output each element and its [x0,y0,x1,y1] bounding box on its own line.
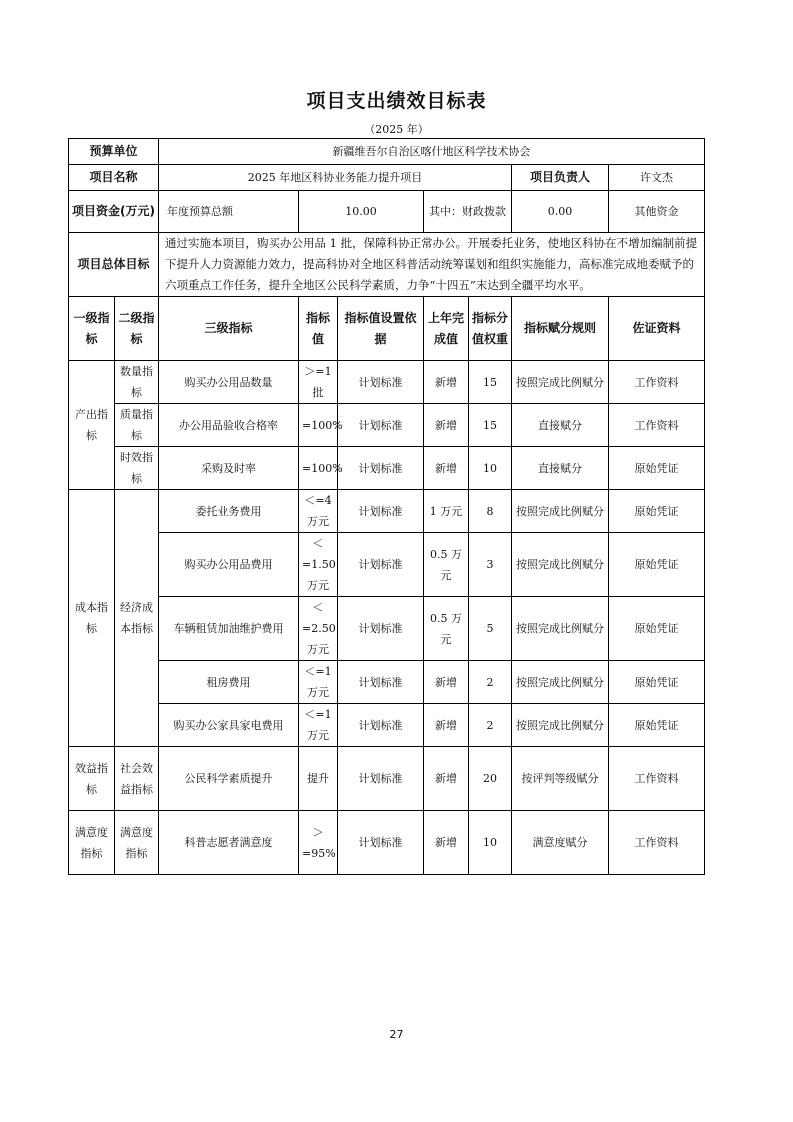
indicator-last: 新增 [424,704,469,747]
header-last-year: 上年完成值 [424,297,469,361]
indicator-rule: 按照完成比例赋分 [512,661,609,704]
fiscal-label: 其中：财政拨款 [424,191,512,233]
indicator-weight: 10 [469,811,512,875]
indicator-value: =100% [299,404,338,447]
indicator-value: ＞=1 批 [299,361,338,404]
indicator-evidence: 原始凭证 [609,597,705,661]
header-rule: 指标赋分规则 [512,297,609,361]
project-name-value: 2025 年地区科协业务能力提升项目 [159,165,512,191]
indicator-basis: 计划标准 [338,361,424,404]
indicator-basis: 计划标准 [338,490,424,533]
group-satisfaction: 满意度指标 [69,811,115,875]
header-basis: 指标值设置依据 [338,297,424,361]
table-row [69,661,705,704]
indicator-basis: 计划标准 [338,661,424,704]
subgroup-social: 社会效益指标 [115,747,159,811]
indicator-last: 新增 [424,361,469,404]
subgroup-quantity: 数量指标 [115,361,159,404]
indicator-rule: 按照完成比例赋分 [512,597,609,661]
indicator-last: 新增 [424,747,469,811]
indicator-basis: 计划标准 [338,533,424,597]
leader-label: 项目负责人 [512,165,609,191]
indicator-basis: 计划标准 [338,597,424,661]
project-name-label: 项目名称 [69,165,159,191]
indicator-name: 采购及时率 [159,447,299,490]
annual-budget-value: 10.00 [299,191,424,233]
indicator-value: ＜=4 万元 [299,490,338,533]
indicator-weight: 15 [469,404,512,447]
header-level3: 三级指标 [159,297,299,361]
table-row [69,597,705,661]
table-row [69,533,705,597]
header-value: 指标值 [299,297,338,361]
indicator-rule: 按照完成比例赋分 [512,490,609,533]
indicator-evidence: 工作资料 [609,404,705,447]
indicator-value: 提升 [299,747,338,811]
table-row [69,704,705,747]
indicator-name: 科普志愿者满意度 [159,811,299,875]
indicator-weight: 15 [469,361,512,404]
indicator-value: =100% [299,447,338,490]
indicator-value: ＜=1 万元 [299,704,338,747]
indicator-weight: 2 [469,661,512,704]
indicator-rule: 直接赋分 [512,447,609,490]
indicator-name: 购买办公用品费用 [159,533,299,597]
indicator-last: 新增 [424,811,469,875]
indicator-evidence: 原始凭证 [609,490,705,533]
goal-text: 通过实施本项目，购买办公用品 1 批，保障科协正常办公。开展委托业务，使地区科协在不增加编制前提下提升人力资源能力效力，提高科协对全地区科普活动统筹谋划和组织实施能力，高标准完成地委赋予的六项重点工作任务，提升全地区公民科学素质，力争“十四五”末达到全疆平均水平。 [159,233,705,297]
page-title: 项目支出绩效目标表 [306,90,487,112]
funds-label: 项目资金(万元) [69,191,159,233]
indicator-name: 租房费用 [159,661,299,704]
header-evidence: 佐证资料 [609,297,705,361]
budget-unit-value: 新疆维吾尔自治区喀什地区科学技术协会 [159,139,705,165]
indicator-weight: 8 [469,490,512,533]
indicator-evidence: 原始凭证 [609,661,705,704]
indicator-value: ＞ =95% [299,811,338,875]
other-funds-label: 其他资金 [609,191,705,233]
indicator-rule: 按照完成比例赋分 [512,704,609,747]
table-row [69,447,705,490]
header-weight: 指标分值权重 [469,297,512,361]
indicator-name: 购买办公用品数量 [159,361,299,404]
header-level1: 一级指标 [69,297,115,361]
indicator-evidence: 工作资料 [609,361,705,404]
indicator-rule: 直接赋分 [512,404,609,447]
group-cost: 成本指标 [69,490,115,747]
indicator-last: 新增 [424,661,469,704]
indicator-last: 新增 [424,447,469,490]
indicator-name: 办公用品验收合格率 [159,404,299,447]
indicator-value: ＜ =1.50 万元 [299,533,338,597]
table-row [69,747,705,811]
leader-value: 许文杰 [609,165,705,191]
page-number: 27 [389,1028,404,1041]
indicator-evidence: 工作资料 [609,811,705,875]
year-label: （2025 年） [364,123,429,136]
group-output: 产出指标 [69,361,115,490]
indicator-last: 0.5 万元 [424,597,469,661]
indicator-weight: 10 [469,447,512,490]
table-row [69,811,705,875]
header-level2: 二级指标 [115,297,159,361]
goal-label: 项目总体目标 [69,233,159,297]
indicator-name: 购买办公家具家电费用 [159,704,299,747]
indicator-basis: 计划标准 [338,447,424,490]
subgroup-economic: 经济成本指标 [115,490,159,747]
table-row [69,490,705,533]
indicator-last: 0.5 万元 [424,533,469,597]
indicator-last: 新增 [424,404,469,447]
indicator-evidence: 原始凭证 [609,704,705,747]
budget-unit-label: 预算单位 [69,139,159,165]
fiscal-value: 0.00 [512,191,609,233]
indicator-rule: 按评判等级赋分 [512,747,609,811]
indicator-basis: 计划标准 [338,747,424,811]
indicator-rule: 按照完成比例赋分 [512,361,609,404]
indicator-name: 车辆租赁加油维护费用 [159,597,299,661]
indicator-basis: 计划标准 [338,704,424,747]
indicator-weight: 5 [469,597,512,661]
indicator-evidence: 工作资料 [609,747,705,811]
indicator-basis: 计划标准 [338,404,424,447]
indicator-name: 公民科学素质提升 [159,747,299,811]
table-row [69,404,705,447]
table-row [69,361,705,404]
subgroup-quality: 质量指标 [115,404,159,447]
indicator-evidence: 原始凭证 [609,447,705,490]
group-benefit: 效益指标 [69,747,115,811]
indicator-name: 委托业务费用 [159,490,299,533]
indicator-last: 1 万元 [424,490,469,533]
performance-target-table [68,138,705,875]
indicator-weight: 20 [469,747,512,811]
indicator-value: ＜ =2.50 万元 [299,597,338,661]
subgroup-satisfaction: 满意度指标 [115,811,159,875]
indicator-basis: 计划标准 [338,811,424,875]
indicator-weight: 3 [469,533,512,597]
indicator-rule: 满意度赋分 [512,811,609,875]
indicator-weight: 2 [469,704,512,747]
indicator-value: ＜=1 万元 [299,661,338,704]
indicator-evidence: 原始凭证 [609,533,705,597]
indicator-rule: 按照完成比例赋分 [512,533,609,597]
subgroup-time: 时效指标 [115,447,159,490]
annual-budget-label: 年度预算总额 [159,191,299,233]
